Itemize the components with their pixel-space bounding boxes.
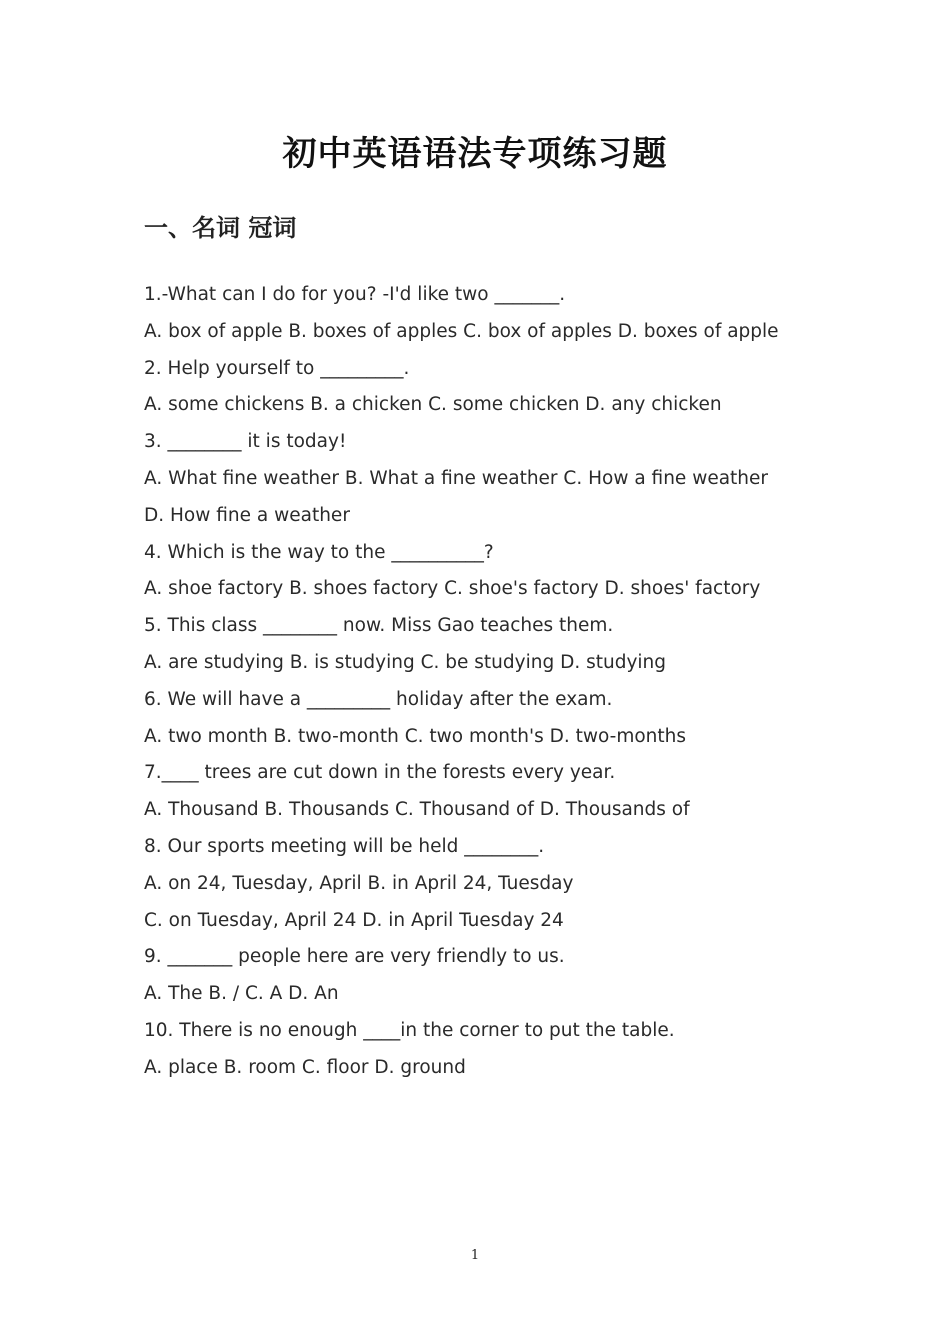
question-2-options: A. some chickens B. a chicken C. some chicken D. any chicken [144, 394, 722, 416]
question-8-text: 8. Our sports meeting will be held ________. [144, 835, 545, 857]
question-3-text: 3. ________ it is today! [144, 431, 347, 453]
question-7-text: 7.____ trees are cut down in the forests every year. [144, 762, 616, 784]
question-3-options: A. What fine weather B. What a fine weather C. How a fine weather [144, 467, 769, 489]
question-10-options: A. place B. room C. floor D. ground [144, 1056, 466, 1078]
question-9-text: 9. _______ people here are very friendly to us. [144, 946, 565, 968]
question-2-text: 2. Help yourself to _________. [144, 357, 410, 379]
question-10-text: 10. There is no enough ____in the corner to put the table. [144, 1019, 675, 1041]
page-title: 初中英语语法专项练习题 [282, 134, 668, 174]
section-heading: 一、名词 冠词 [144, 214, 297, 242]
question-4-text: 4. Which is the way to the __________? [144, 541, 494, 563]
question-7-options: A. Thousand B. Thousands C. Thousand of D. Thousands of [144, 799, 690, 821]
question-8-options-continued: C. on Tuesday, April 24 D. in April Tuesday 24 [144, 909, 564, 931]
question-5-text: 5. This class ________ now. Miss Gao teaches them. [144, 615, 614, 637]
question-1-text: 1.-What can I do for you? -I'd like two _______. [144, 284, 566, 305]
question-6-options: A. two month B. two-month C. two month's D. two-months [144, 725, 687, 747]
question-3-options-continued: D. How fine a weather [144, 504, 350, 526]
page-number: 1 [470, 1248, 480, 1263]
question-9-options: A. The B. / C. A D. An [144, 983, 339, 1005]
question-6-text: 6. We will have a _________ holiday after the exam. [144, 688, 613, 710]
question-5-options: A. are studying B. is studying C. be studying D. studying [144, 651, 667, 673]
question-4-options: A. shoe factory B. shoes factory C. shoe's factory D. shoes' factory [144, 578, 761, 600]
question-1-options: A. box of apple B. boxes of apples C. box of apples D. boxes of apple [144, 320, 779, 342]
question-8-options: A. on 24, Tuesday, April B. in April 24, Tuesday [144, 872, 574, 894]
question-list [144, 277, 844, 1087]
